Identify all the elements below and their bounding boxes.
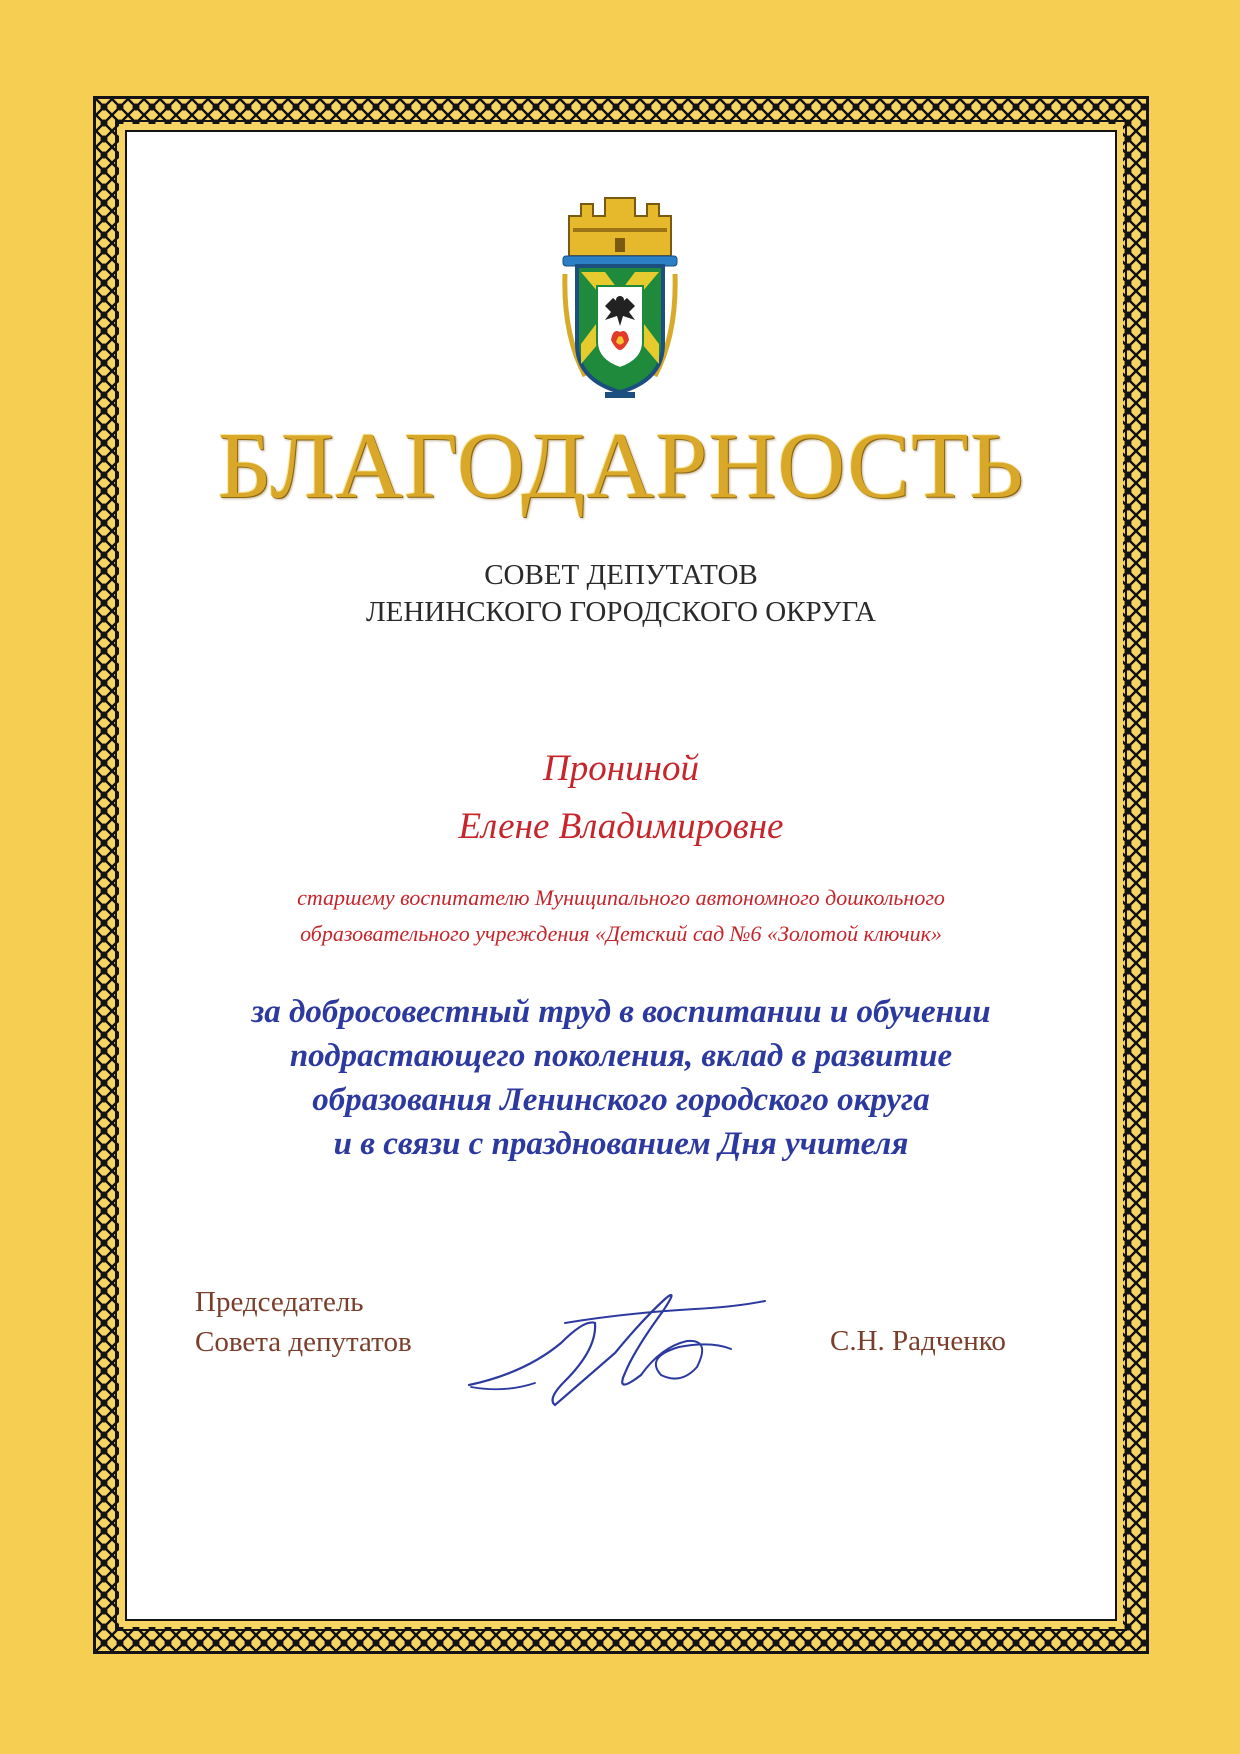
signatory-role-line-2: Совета депутатов xyxy=(195,1326,412,1358)
issuer-block xyxy=(125,557,1117,631)
issuer-line-1: СОВЕТ ДЕПУТАТОВ xyxy=(484,559,758,591)
recipient-name: Елене Владимировне xyxy=(458,806,784,847)
certificate-title: БЛАГОДАРНОСТЬ xyxy=(217,414,1025,518)
position-line-1: старшему воспитателю Муниципального автономного дошкольного xyxy=(297,885,945,910)
signatory-role xyxy=(195,1282,495,1362)
signatory-name: С.Н. Радченко xyxy=(830,1325,1006,1357)
recipient-surname: Прониной xyxy=(543,748,699,789)
position-line-2: образовательного учреждения «Детский сад №6 «Золотой ключик» xyxy=(300,921,942,946)
issuer-line-2: ЛЕНИНСКОГО ГОРОДСКОГО ОКРУГА xyxy=(365,596,877,628)
coat-of-arms-icon xyxy=(561,194,679,406)
reason-line-2: подрастающего поколения, вклад в развитие xyxy=(289,1038,953,1074)
recipient-position xyxy=(125,880,1117,952)
award-reason xyxy=(125,990,1117,1166)
recipient-block xyxy=(125,740,1117,856)
handwritten-signature xyxy=(465,1283,770,1408)
reason-line-3: образования Ленинского городского округа xyxy=(312,1082,930,1118)
reason-line-4: и в связи с празднованием Дня учителя xyxy=(333,1126,909,1162)
signatory-role-line-1: Председатель xyxy=(195,1286,364,1318)
reason-line-1: за добросовестный труд в воспитании и обучении xyxy=(251,994,991,1030)
